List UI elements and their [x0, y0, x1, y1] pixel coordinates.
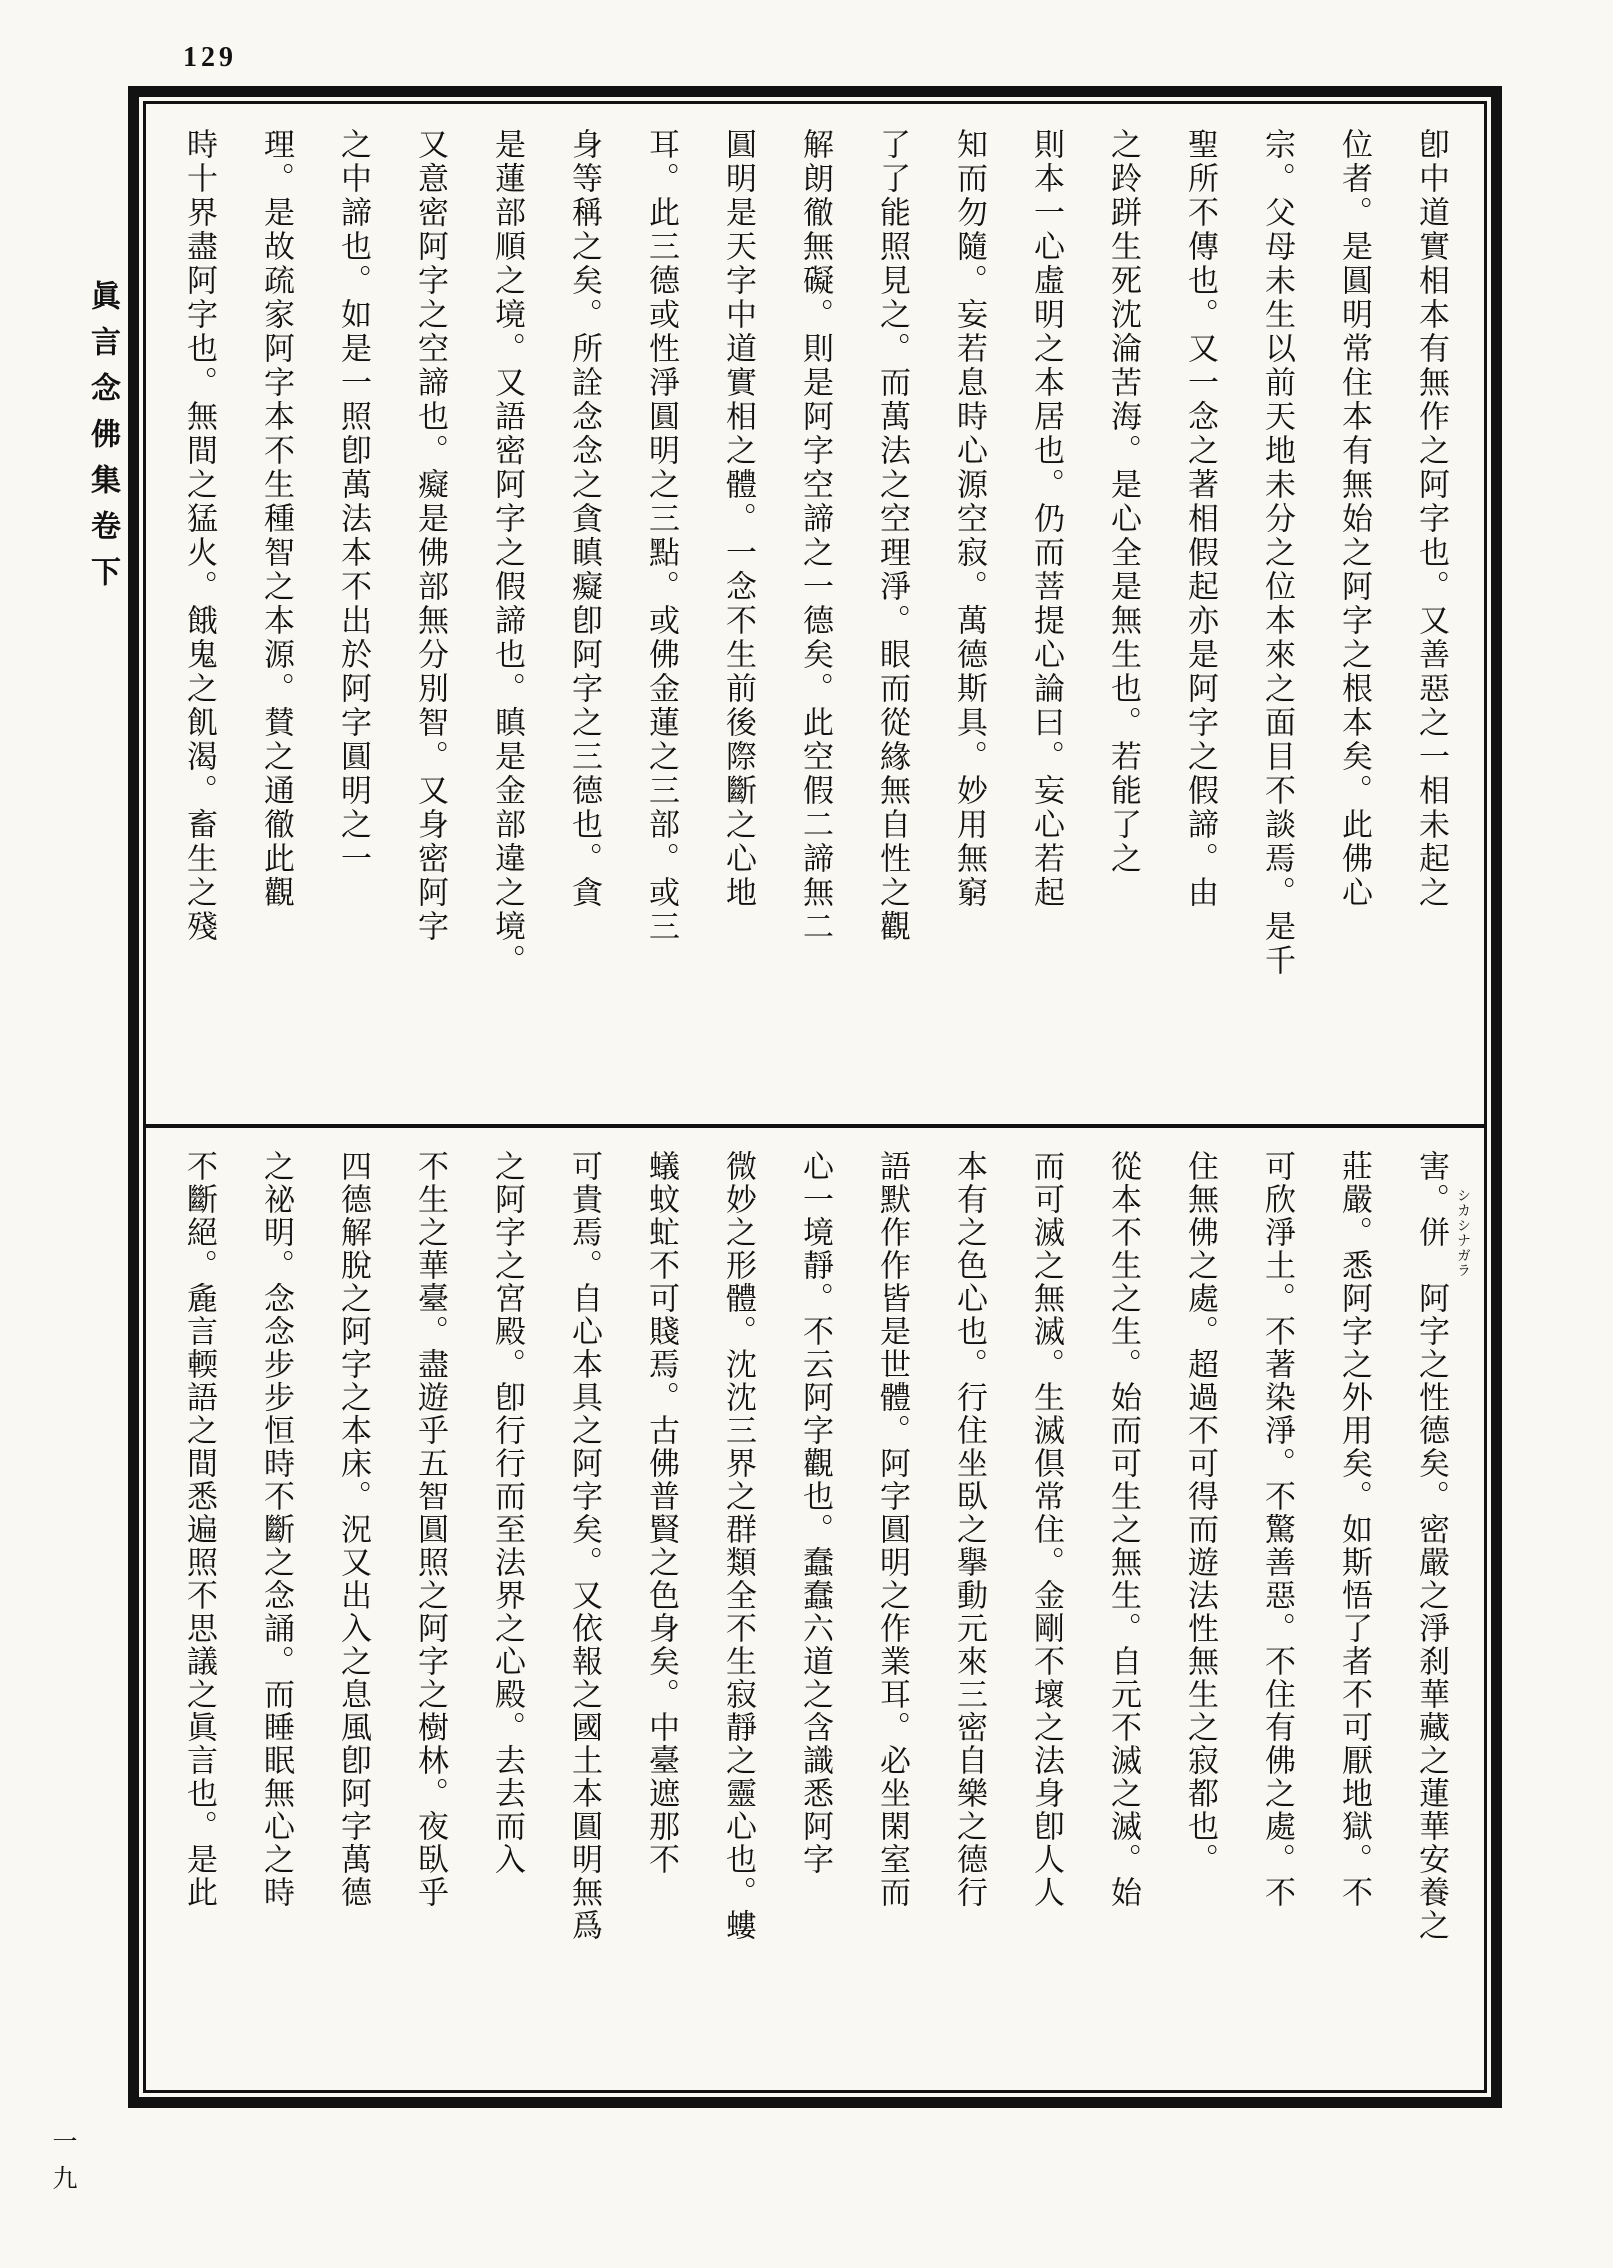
text-column: 解朗徹無礙。則是阿字空諦之一德矣。此空假二諦無二	[798, 128, 833, 944]
text-column: 又意密阿字之空諦也。癡是佛部無分別智。又身密阿字	[413, 128, 448, 944]
text-column: 四德解脫之阿字之本床。況又出入之息風卽阿字萬德	[336, 1150, 371, 1909]
text-column: 可欣淨土。不著染淨。不驚善惡。不住有佛之處。不	[1260, 1150, 1295, 1909]
lower-text-block	[160, 1150, 1470, 2078]
text-column: 可貴焉。自心本具之阿字矣。又依報之國土本圓明無爲	[567, 1150, 602, 1942]
text-column: 耳。此三德或性淨圓明之三點。或佛金蓮之三部。或三	[644, 128, 679, 944]
text-column: 知而勿隨。妄若息時心源空寂。萬德斯具。妙用無窮	[952, 128, 987, 910]
text-column: 之中諦也。如是一照卽萬法本不出於阿字圓明之一	[336, 128, 371, 876]
text-column: 卽中道實相本有無作之阿字也。又善惡之一相未起之	[1414, 128, 1449, 910]
text-column: 之祕明。念念步步恒時不斷之念誦。而睡眠無心之時	[259, 1150, 294, 1909]
text-column: 而可滅之無滅。生滅倶常住。金剛不壞之法身卽人人	[1029, 1150, 1064, 1909]
text-column: 聖所不傳也。又一念之著相假起亦是阿字之假諦。由	[1183, 128, 1218, 910]
margin-title: 眞言念佛集卷下	[86, 280, 119, 602]
text-column: 了了能照見之。而萬法之空理淨。眼而從緣無自性之觀	[875, 128, 910, 944]
text-column: 圓明是天字中道實相之體。一念不生前後際斷之心地	[721, 128, 756, 910]
text-column: 住無佛之處。超過不可得而遊法性無生之寂都也。	[1183, 1150, 1218, 1876]
block-divider-rule	[146, 1124, 1484, 1128]
text-column: 之阿字之宮殿。卽行行而至法界之心殿。去去而入	[490, 1150, 525, 1876]
text-column: 蟻蚊虻不可賤焉。古佛普賢之色身矣。中臺遮那不	[644, 1150, 679, 1876]
text-column: 理。是故疏家阿字本不生種智之本源。賛之通徹此觀	[259, 128, 294, 910]
text-column: 從本不生之生。始而可生之無生。自元不滅之滅。始	[1106, 1150, 1141, 1909]
text-column: 位者。是圓明常住本有無始之阿字之根本矣。此佛心	[1337, 128, 1372, 910]
text-column: 之跉跰生死沈淪苦海。是心全是無生也。若能了之	[1106, 128, 1141, 876]
text-column: 宗。父母未生以前天地未分之位本來之面目不談焉。是千	[1260, 128, 1295, 978]
upper-text-block	[160, 128, 1470, 1120]
text-column: 時十界盡阿字也。無間之猛火。餓鬼之飢渴。畜生之殘	[182, 128, 217, 944]
text-column: 心一境靜。不云阿字觀也。蠢蠢六道之含識悉阿字	[798, 1150, 833, 1876]
folio-number: 一九	[49, 2128, 76, 2202]
text-column: 莊嚴。悉阿字之外用矣。如斯悟了者不可厭地獄。不	[1337, 1150, 1372, 1909]
text-column: 身等稱之矣。所詮念念之貪瞋癡卽阿字之三德也。貪	[567, 128, 602, 910]
page-number: 129	[183, 42, 237, 73]
text-column: 害。併 阿字之性德矣。密嚴之淨刹華藏之蓮華安養之	[1414, 1150, 1449, 1942]
text-column: 是蓮部順之境。又語密阿字之假諦也。瞋是金部違之境。	[490, 128, 525, 978]
text-column: 語默作作皆是世體。阿字圓明之作業耳。必坐閑室而	[875, 1150, 910, 1909]
text-column: 微妙之形體。沈沈三界之群類全不生寂靜之靈心也。螻	[721, 1150, 756, 1942]
furigana-annotation: シカシナガラ	[1455, 1188, 1470, 1278]
text-column: 本有之色心也。行住坐臥之擧動元來三密自樂之德行	[952, 1150, 987, 1909]
text-column: 則本一心虛明之本居也。仍而菩提心論曰。妄心若起	[1029, 128, 1064, 910]
text-column: 不斷絕。麁言輭語之間悉遍照不思議之眞言也。是此	[182, 1150, 217, 1909]
text-column: 不生之華臺。盡遊乎五智圓照之阿字之樹林。夜臥乎	[413, 1150, 448, 1909]
